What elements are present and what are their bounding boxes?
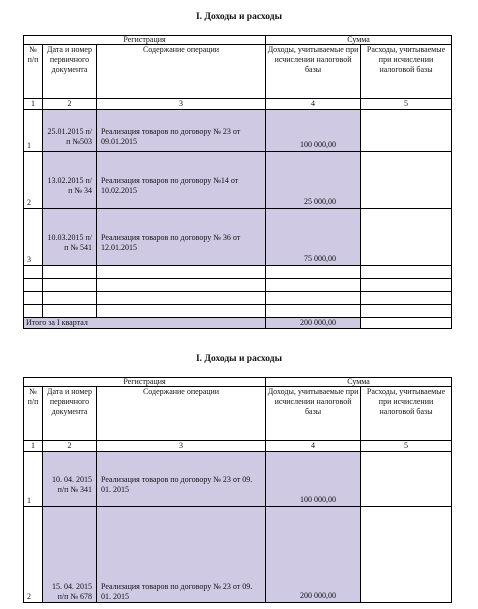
empty-row bbox=[24, 292, 452, 305]
table-row bbox=[24, 452, 452, 507]
row-income: 100 000,00 bbox=[266, 110, 361, 152]
header-sum: Сумма bbox=[266, 36, 452, 45]
colnum: 3 bbox=[97, 99, 266, 110]
table-row bbox=[24, 110, 452, 152]
row-income: 75 000,00 bbox=[266, 209, 361, 266]
header-col-num: № п/п bbox=[24, 387, 43, 441]
colnum: 5 bbox=[361, 441, 452, 452]
row-income: 100 000,00 bbox=[266, 452, 361, 507]
total-expense bbox=[361, 318, 452, 329]
row-expense bbox=[361, 110, 452, 152]
header-col-income: Доходы, учитываемые при исчислении налоговой базы bbox=[266, 387, 361, 441]
row-expense bbox=[361, 507, 452, 603]
empty-row bbox=[24, 279, 452, 292]
empty-row bbox=[24, 305, 452, 318]
colnum: 4 bbox=[266, 99, 361, 110]
header-registration: Регистрация bbox=[24, 378, 266, 387]
row-date: 10.03.2015 п/п № 541 bbox=[43, 209, 97, 266]
row-content: Реализация товаров по договору № 23 от 09. 01. 2015 bbox=[97, 507, 266, 603]
colnum: 4 bbox=[266, 441, 361, 452]
colnum: 2 bbox=[43, 99, 97, 110]
header-sum: Сумма bbox=[266, 378, 452, 387]
colnum: 3 bbox=[97, 441, 266, 452]
table-row bbox=[24, 507, 452, 603]
income-expense-table-1 bbox=[23, 35, 452, 329]
header-registration: Регистрация bbox=[24, 36, 266, 45]
row-content: Реализация товаров по договору №14 от 10.02.2015 bbox=[97, 152, 266, 209]
header-col-expense: Расходы, учитываемые при исчислении налоговой базы bbox=[361, 387, 452, 441]
header-col-date: Дата и номер первичного документа bbox=[43, 45, 97, 99]
row-date: 25.01.2015 п/п №503 bbox=[43, 110, 97, 152]
colnum: 5 bbox=[361, 99, 452, 110]
row-date: 10. 04. 2015 п/п № 341 bbox=[43, 452, 97, 507]
colnum: 2 bbox=[43, 441, 97, 452]
row-num: 2 bbox=[24, 152, 43, 209]
section2-title: I. Доходы и расходы bbox=[195, 354, 283, 364]
colnum: 1 bbox=[24, 441, 43, 452]
income-expense-table-2 bbox=[23, 377, 452, 603]
row-date: 13.02.2015 п/п № 34 bbox=[43, 152, 97, 209]
table-row bbox=[24, 152, 452, 209]
total-label: Итого за I квартал bbox=[24, 318, 266, 329]
total-row bbox=[24, 318, 452, 329]
row-expense bbox=[361, 209, 452, 266]
header-col-expense: Расходы, учитываемые при исчислении налоговой базы bbox=[361, 45, 452, 99]
section1-title: I. Доходы и расходы bbox=[195, 12, 283, 22]
row-content: Реализация товаров по договору № 36 от 12.01.2015 bbox=[97, 209, 266, 266]
row-date: 15. 04. 2015 п/п № 678 bbox=[43, 507, 97, 603]
colnum: 1 bbox=[24, 99, 43, 110]
row-num: 1 bbox=[24, 452, 43, 507]
row-num: 3 bbox=[24, 209, 43, 266]
header-col-num: № п/п bbox=[24, 45, 43, 99]
row-content: Реализация товаров по договору № 23 от 09. 01. 2015 bbox=[97, 452, 266, 507]
row-content: Реализация товаров по договору № 23 от 09.01.2015 bbox=[97, 110, 266, 152]
row-num: 2 bbox=[24, 507, 43, 603]
header-col-content: Содержание операции bbox=[97, 45, 266, 99]
table-row bbox=[24, 209, 452, 266]
row-income: 200 000,00 bbox=[266, 507, 361, 603]
header-col-date: Дата и номер первичного документа bbox=[43, 387, 97, 441]
row-num: 1 bbox=[24, 110, 43, 152]
empty-row bbox=[24, 266, 452, 279]
row-expense bbox=[361, 152, 452, 209]
row-expense bbox=[361, 452, 452, 507]
total-income: 200 000,00 bbox=[266, 318, 361, 329]
row-income: 25 000,00 bbox=[266, 152, 361, 209]
header-col-content: Содержание операции bbox=[97, 387, 266, 441]
header-col-income: Доходы, учитываемые при исчислении налоговой базы bbox=[266, 45, 361, 99]
